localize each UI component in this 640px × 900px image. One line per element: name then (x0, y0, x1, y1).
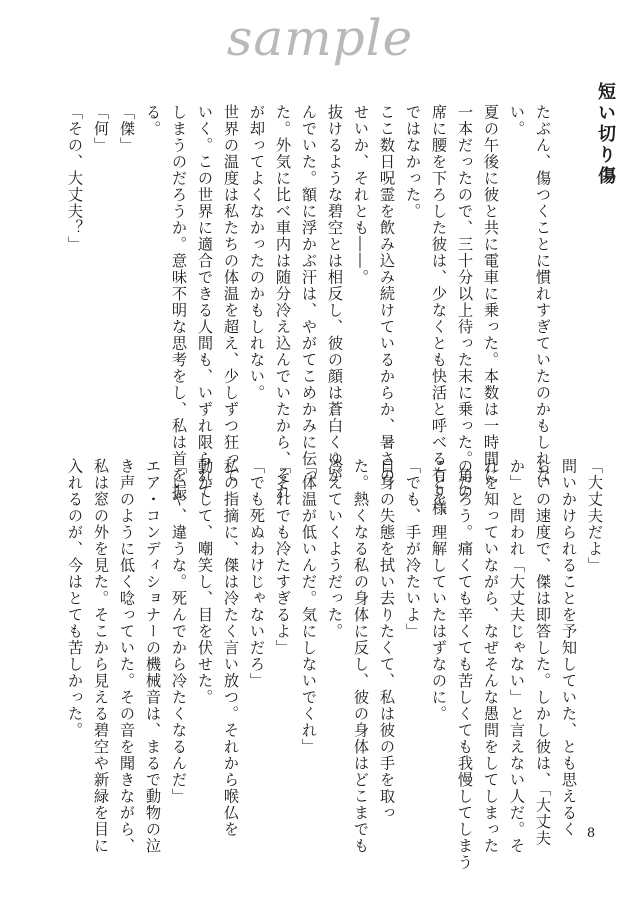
text-line: ではなかった。 (404, 104, 422, 220)
text-line: た。熱くなる私の身体に反し、彼の身体はどこまでも (352, 458, 370, 854)
text-line: た。外気に比べ車内は随分冷え込んでいたから、それ (274, 104, 292, 500)
text-line: か」と問われ「大丈夫じゃない」と言えない人だ。そ (508, 458, 526, 854)
text-line: 「その、大丈夫？」 (66, 104, 84, 253)
text-line: 「でも死ぬわけじゃないだろ」 (248, 458, 266, 689)
text-line: 動かして、嘲笑し、目を伏せた。 (196, 458, 214, 706)
text-line: い。 (508, 104, 526, 137)
text-line: 「それでも冷たすぎるよ」 (274, 458, 292, 656)
page-number: 8 (586, 826, 596, 841)
text-line: 「体温が低いんだ。気にしないでくれ」 (300, 458, 318, 755)
text-line: 夏の午後に彼と共に電車に乗った。本数は一時間に (482, 104, 500, 484)
lower-text-block (66, 458, 608, 871)
text-line: 冷えていくようだった。 (326, 458, 344, 640)
text-line: 問いかけられることを予知していた、とも思えるく (560, 458, 578, 838)
text-line: んでいた。額に浮かぶ汗は、やがてこめかみに伝っ (300, 104, 318, 484)
text-line: 一本だったので、三十分以上待った末に乗った。角の (456, 104, 474, 500)
text-line: のだろう。痛くても辛くても苦しくても我慢してしまう (456, 458, 474, 871)
text-line: 「大丈夫だよ」 (586, 458, 604, 574)
text-line: たぶん、傷つくことに慣れすぎていたのかもしれな (534, 104, 552, 484)
text-line: 「でも、手が冷たいよ」 (404, 458, 422, 640)
text-line: せいか、それとも――。 (352, 104, 370, 286)
text-line: 「傑」 (118, 104, 136, 154)
text-line: 私の指摘に、傑は冷たく言い放つ。それから喉仏を (222, 458, 240, 838)
text-line: る。 (144, 104, 162, 137)
text-line: しまうのだろうか。意味不明な思考をし、私は首を振 (170, 104, 188, 500)
text-line: が却ってよくなかったのかもしれない。 (248, 104, 266, 401)
text-line: 入れるのが、今はとても苦しかった。 (66, 458, 84, 739)
text-line: 「いや、違うな。死んでから冷たくなるんだ」 (170, 458, 188, 805)
text-line: 抜けるような碧空とは相反し、彼の顔は蒼白くゆが (326, 104, 344, 484)
text-line: エア・コンディショナーの機械音は、まるで動物の泣 (144, 458, 162, 854)
text-line: 私は窓の外を見た。そこから見える碧空や新緑を目に (92, 458, 110, 854)
text-line: 世界の温度は私たちの体温を超え、少しずつ狂って (222, 104, 240, 484)
text-line: ここ数日呪霊を飲み込み続けているからか、暑さの (378, 104, 396, 484)
text-line: き声のように低く唸っていた。その音を聞きながら、 (118, 458, 136, 854)
text-line: ことを、理解していたはずなのに。 (430, 458, 448, 722)
text-line: 席に腰を下ろした彼は、少なくとも快活と呼べる有り様 (430, 104, 448, 517)
text-line: 自身の失態を拭い去りたくて、私は彼の手を取っ (378, 458, 396, 821)
sample-watermark: sample (226, 9, 414, 67)
text-line: 「何」 (92, 104, 110, 154)
text-line: れを知っていながら、なぜそんな愚問をしてしまった (482, 458, 500, 854)
upper-text-block (66, 104, 556, 517)
text-line: らいの速度で、傑は即答した。しかし彼は、「大丈夫 (534, 458, 552, 847)
chapter-title: 短い切り傷 (595, 82, 616, 187)
text-line: いく。この世界に適合できる人間も、いずれ限られて (196, 104, 214, 500)
